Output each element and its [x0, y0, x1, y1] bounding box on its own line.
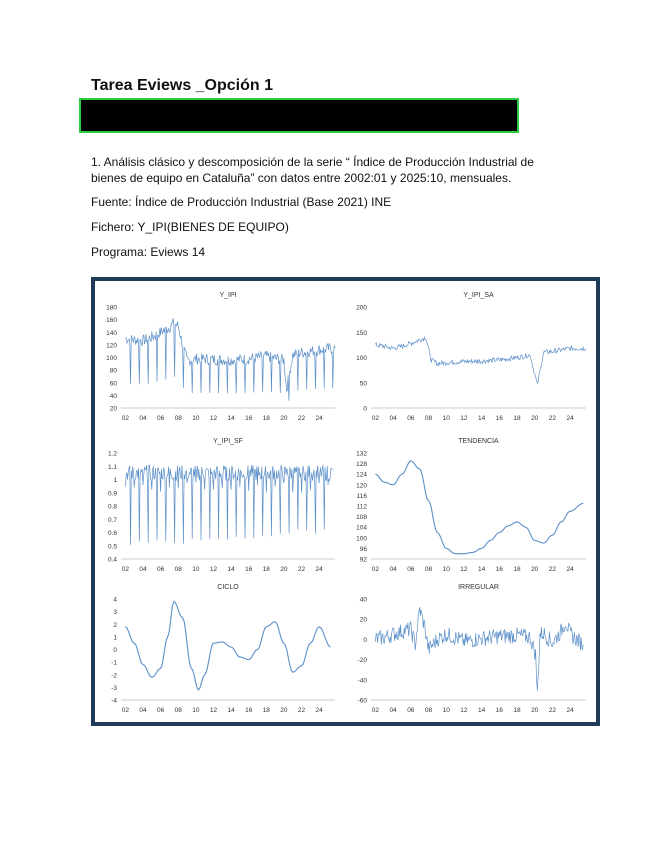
- x-tick-label: 10: [442, 566, 450, 573]
- chart-tendencia: [356, 438, 586, 573]
- chart-ciclo: [111, 584, 335, 714]
- x-tick-label: 02: [121, 566, 130, 573]
- x-tick-label: 18: [262, 566, 270, 573]
- x-tick-label: 08: [424, 415, 433, 422]
- chart-figure: [91, 277, 600, 726]
- redacted-block: [79, 98, 519, 133]
- x-tick-label: 04: [389, 415, 397, 422]
- y-tick-label: 180: [106, 304, 117, 312]
- x-tick-label: 06: [157, 415, 165, 422]
- series-line: [125, 318, 335, 400]
- y-tick-label: 0.7: [107, 516, 117, 524]
- x-tick-label: 02: [371, 707, 380, 714]
- y-tick-label: 120: [106, 342, 117, 350]
- y-tick-label: 104: [356, 524, 367, 532]
- x-tick-label: 14: [227, 707, 235, 714]
- y-tick-label: 160: [106, 317, 117, 325]
- y-tick-label: 1: [113, 634, 117, 642]
- y-tick-label: 50: [359, 380, 367, 388]
- chart-title: TENDENCIA: [458, 438, 499, 445]
- y-tick-label: 40: [359, 596, 367, 604]
- series-line: [375, 337, 586, 383]
- x-tick-label: 12: [209, 415, 218, 422]
- y-tick-label: 108: [356, 514, 367, 522]
- x-tick-label: 14: [477, 707, 486, 714]
- program-line: Programa: Eviews 14: [91, 245, 206, 259]
- x-tick-label: 22: [548, 415, 556, 422]
- x-tick-label: 12: [460, 415, 468, 422]
- x-tick-label: 02: [121, 415, 130, 422]
- y-tick-label: 100: [356, 535, 367, 543]
- x-tick-label: 10: [192, 707, 200, 714]
- x-tick-label: 06: [407, 415, 415, 422]
- x-tick-label: 20: [531, 415, 539, 422]
- x-tick-label: 24: [315, 566, 323, 573]
- x-tick-label: 12: [209, 566, 218, 573]
- x-tick-label: 18: [262, 707, 270, 714]
- y-tick-label: 0: [113, 647, 117, 654]
- y-tick-label: -40: [357, 677, 367, 685]
- x-tick-label: 20: [280, 415, 288, 422]
- x-tick-label: 24: [566, 566, 574, 573]
- x-tick-label: 12: [460, 566, 468, 573]
- x-tick-label: 06: [407, 566, 415, 573]
- chart-irregular: [358, 584, 586, 714]
- y-tick-label: 124: [356, 471, 367, 479]
- y-tick-label: 20: [359, 616, 367, 624]
- chart-title: Y_IPI: [219, 292, 237, 299]
- y-tick-label: 0.6: [107, 530, 117, 537]
- y-tick-label: -2: [111, 672, 117, 680]
- x-tick-label: 04: [139, 566, 147, 573]
- charts-svg: [95, 281, 596, 722]
- page-title: Tarea Eviews _Opción 1: [91, 77, 274, 94]
- y-tick-label: 40: [109, 392, 117, 400]
- x-tick-label: 16: [495, 415, 503, 422]
- x-tick-label: 04: [139, 415, 147, 422]
- y-tick-label: 0: [363, 636, 367, 644]
- y-tick-label: 140: [106, 329, 117, 337]
- file-line: Fichero: Y_IPI(BIENES DE EQUIPO): [91, 220, 289, 234]
- x-tick-label: 02: [371, 415, 380, 422]
- x-tick-label: 14: [227, 415, 235, 422]
- x-tick-label: 10: [442, 415, 450, 422]
- series-line: [125, 602, 330, 690]
- x-tick-label: 20: [280, 566, 288, 573]
- chart-title: Y_IPI_SA: [463, 292, 494, 299]
- x-tick-label: 20: [531, 707, 539, 714]
- x-tick-label: 04: [139, 707, 147, 714]
- x-tick-label: 08: [424, 566, 433, 573]
- x-tick-label: 20: [531, 566, 539, 573]
- x-tick-label: 10: [442, 707, 450, 714]
- x-tick-label: 22: [548, 566, 556, 573]
- y-tick-label: -3: [111, 684, 117, 692]
- x-tick-label: 24: [566, 707, 574, 714]
- y-tick-label: 1.2: [107, 450, 117, 458]
- x-tick-label: 02: [121, 707, 130, 714]
- x-tick-label: 08: [174, 707, 182, 714]
- x-tick-label: 18: [262, 415, 270, 422]
- x-tick-label: 22: [297, 566, 306, 573]
- x-tick-label: 12: [460, 707, 468, 714]
- y-tick-label: 80: [109, 367, 117, 375]
- x-tick-label: 14: [477, 415, 486, 422]
- y-tick-label: 0.4: [107, 556, 117, 564]
- x-tick-label: 04: [389, 566, 397, 573]
- x-tick-label: 18: [513, 707, 521, 714]
- y-tick-label: 2: [113, 621, 117, 629]
- y-tick-label: 0.9: [107, 490, 117, 498]
- y-tick-label: -20: [357, 657, 367, 665]
- x-tick-label: 10: [192, 566, 200, 573]
- y-tick-label: -4: [111, 697, 117, 705]
- x-tick-label: 08: [424, 707, 433, 714]
- series-line: [375, 461, 583, 554]
- x-tick-label: 20: [280, 707, 288, 714]
- chart-y-ipi-sf: [108, 438, 335, 573]
- y-tick-label: 20: [109, 405, 117, 413]
- y-tick-label: 3: [113, 609, 117, 617]
- x-tick-label: 18: [513, 566, 521, 573]
- x-tick-label: 16: [245, 566, 253, 573]
- x-tick-label: 04: [389, 707, 397, 714]
- x-tick-label: 16: [245, 707, 253, 714]
- y-tick-label: 112: [356, 503, 367, 511]
- x-tick-label: 16: [245, 415, 253, 422]
- y-tick-label: 128: [356, 461, 367, 469]
- series-line: [125, 465, 332, 545]
- x-tick-label: 06: [157, 707, 165, 714]
- y-tick-label: 150: [356, 329, 367, 337]
- x-tick-label: 24: [566, 415, 574, 422]
- x-tick-label: 06: [407, 707, 415, 714]
- intro-line-2: bienes de equipo en Cataluña” con datos entre 2002:01 y 2025:10, mensuales.: [91, 171, 512, 185]
- y-tick-label: 200: [356, 304, 367, 312]
- x-tick-label: 10: [192, 415, 200, 422]
- y-tick-label: 132: [356, 450, 367, 458]
- chart-y-ipi-sa: [356, 292, 586, 422]
- chart-title: CICLO: [217, 584, 239, 591]
- y-tick-label: 100: [106, 355, 117, 362]
- y-tick-label: 92: [359, 556, 367, 564]
- intro-line-1: 1. Análisis clásico y descomposición de la serie “ Índice de Producción Industrial de: [91, 155, 534, 169]
- x-tick-label: 08: [174, 415, 182, 422]
- x-tick-label: 06: [157, 566, 165, 573]
- y-tick-label: 1: [113, 477, 117, 484]
- chart-title: Y_IPI_SF: [213, 438, 243, 445]
- x-tick-label: 22: [548, 707, 556, 714]
- y-tick-label: 0: [363, 405, 367, 413]
- y-tick-label: 96: [359, 545, 367, 553]
- y-tick-label: 4: [113, 596, 117, 604]
- y-tick-label: 0.5: [107, 543, 117, 551]
- source-line: Fuente: Índice de Producción Industrial (Base 2021) INE: [91, 195, 392, 209]
- x-tick-label: 24: [315, 415, 323, 422]
- series-line: [375, 607, 583, 691]
- x-tick-label: 22: [297, 707, 306, 714]
- x-tick-label: 24: [315, 707, 323, 714]
- y-tick-label: 100: [356, 355, 367, 362]
- chart-title: IRREGULAR: [458, 584, 499, 591]
- y-tick-label: 1.1: [107, 463, 117, 471]
- y-tick-label: 116: [356, 492, 367, 500]
- intro-paragraph: [91, 154, 561, 186]
- y-tick-label: 120: [356, 482, 367, 490]
- x-tick-label: 12: [209, 707, 218, 714]
- x-tick-label: 08: [174, 566, 182, 573]
- x-tick-label: 16: [495, 707, 503, 714]
- y-tick-label: 60: [109, 380, 117, 388]
- x-tick-label: 14: [477, 566, 486, 573]
- x-tick-label: 16: [495, 566, 503, 573]
- y-tick-label: 0.8: [107, 503, 117, 511]
- y-tick-label: -1: [111, 659, 117, 667]
- chart-panel: [95, 281, 596, 722]
- chart-y-ipi: [106, 292, 335, 422]
- x-tick-label: 18: [513, 415, 521, 422]
- y-tick-label: -60: [357, 697, 367, 705]
- x-tick-label: 14: [227, 566, 235, 573]
- x-tick-label: 22: [297, 415, 306, 422]
- x-tick-label: 02: [371, 566, 380, 573]
